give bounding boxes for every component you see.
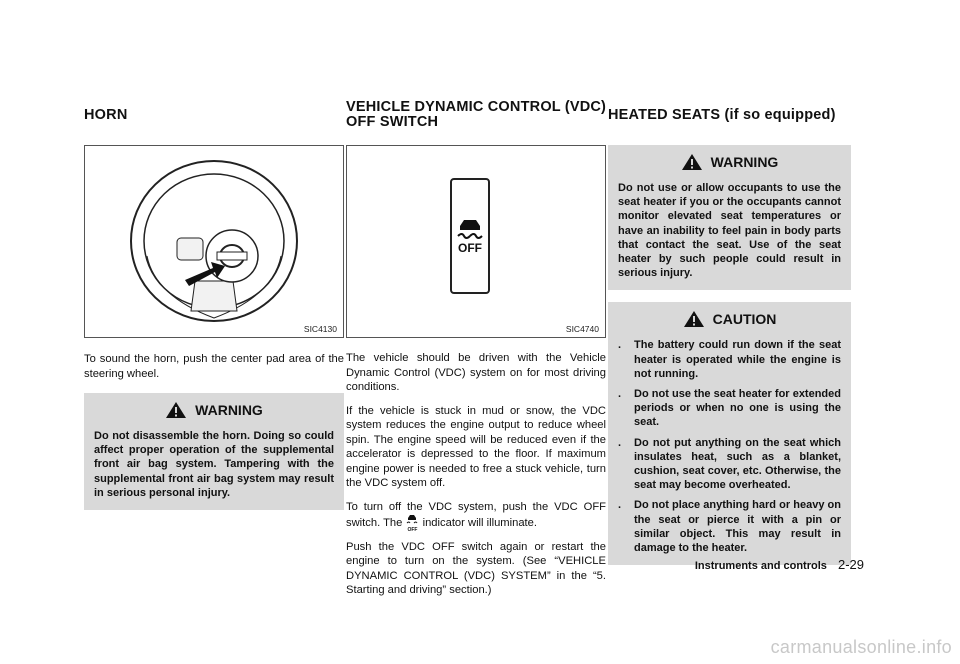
heading-heated-seats: HEATED SEATS (if so equipped) — [608, 107, 836, 123]
vdc-paragraph-1: The vehicle should be driven with the Vehicle Dynamic Control (VDC) system on for most driving conditions. — [346, 352, 606, 393]
figure-code: SIC4740 — [565, 324, 599, 334]
watermark: carmanualsonline.info — [770, 637, 952, 657]
switch-off-label: OFF — [458, 241, 482, 255]
heading-vdc-line2: OFF SWITCH — [346, 114, 439, 130]
vdc-p3-start: To turn off the VDC system, push the VDC OFF switch. The — [346, 500, 606, 529]
horn-warning-text: Do not disassemble the horn. Doing so could affect proper operation of the supplemental front air bag system. Tampering with the supplemental front air bag system may result in serious personal injury. — [94, 430, 334, 499]
vdc-paragraph-4: Push the VDC OFF switch again or restart the engine to turn on the system. (See “VEHICLE DYNAMIC CONTROL (VDC) SYSTEM” in the “5. Starting and driving” section.) — [346, 540, 606, 596]
seat-warning-box — [608, 145, 851, 290]
warning-triangle-icon — [165, 401, 187, 419]
horn-warning-box — [84, 393, 344, 510]
seat-caution-box — [608, 302, 851, 565]
warning-label: WARNING — [195, 402, 263, 418]
skid-car-icon — [452, 216, 488, 240]
figure-code: SIC4130 — [303, 324, 337, 334]
warning-heading — [94, 401, 334, 419]
vdc-off-indicator-icon — [405, 514, 419, 533]
vdc-paragraph-2: If the vehicle is stuck in mud or snow, the VDC system reduces the engine output to reduce wheel spin. The engine speed will be reduced even if the accelerator is depressed to the floor. If maximum engine power is needed to free a stuck vehicle, turn the VDC system off. — [346, 404, 606, 489]
caution-triangle-icon — [683, 310, 705, 328]
vdc-p3-end: indicator will illuminate. — [422, 517, 537, 529]
list-item: . Do not place anything hard or heavy on the seat or pierce it with a pin or similar object. This may result in damage to the heater. — [618, 499, 841, 555]
warning-triangle-icon — [681, 153, 703, 171]
page-number: 2-29 — [837, 557, 864, 572]
steering-wheel-figure — [84, 145, 344, 338]
column-heated-seats — [608, 145, 851, 565]
vdc-off-switch-illustration — [450, 178, 490, 294]
warning-heading — [618, 153, 841, 171]
heading-vdc-off-switch — [346, 100, 606, 130]
heading-vdc-line1: VEHICLE DYNAMIC CONTROL (VDC) — [346, 99, 607, 115]
bullet: . — [618, 388, 622, 401]
footer-section-title: Instruments and controls — [694, 560, 827, 572]
bullet: . — [618, 499, 622, 512]
list-item: . Do not put anything on the seat which insulates heat, such as a blanket, cushion, seat cover, etc. Otherwise, the seat may become overheated. — [618, 436, 841, 492]
warning-label: WARNING — [710, 154, 779, 170]
caution-heading — [618, 310, 841, 328]
steering-wheel-illustration — [85, 146, 343, 337]
bullet: . — [618, 339, 622, 352]
column-vdc — [346, 145, 606, 607]
horn-instructions: To sound the horn, push the center pad area of the steering wheel. — [84, 353, 344, 380]
caution-list — [618, 338, 841, 555]
bullet: . — [618, 436, 622, 449]
list-item: . Do not use the seat heater for extended periods or when no one is using the seat. — [618, 388, 841, 429]
seat-warning-text: Do not use or allow occupants to use the seat heater if you or the occupants cannot monitor elevated seat temperatures or have an inability to feel pain in body parts that contact the seat. Use of the seat heater by such people could result in serious injury. — [618, 182, 841, 280]
indicator-off-text: OFF — [407, 527, 418, 533]
list-item: . The battery could run down if the seat heater is operated while the engine is not running. — [618, 339, 841, 380]
caution-label: CAUTION — [712, 311, 777, 328]
heading-horn: HORN — [84, 107, 128, 123]
vdc-switch-figure — [346, 145, 606, 338]
column-horn — [84, 145, 344, 510]
vdc-paragraph-3 — [346, 500, 606, 531]
page-footer — [695, 557, 864, 572]
